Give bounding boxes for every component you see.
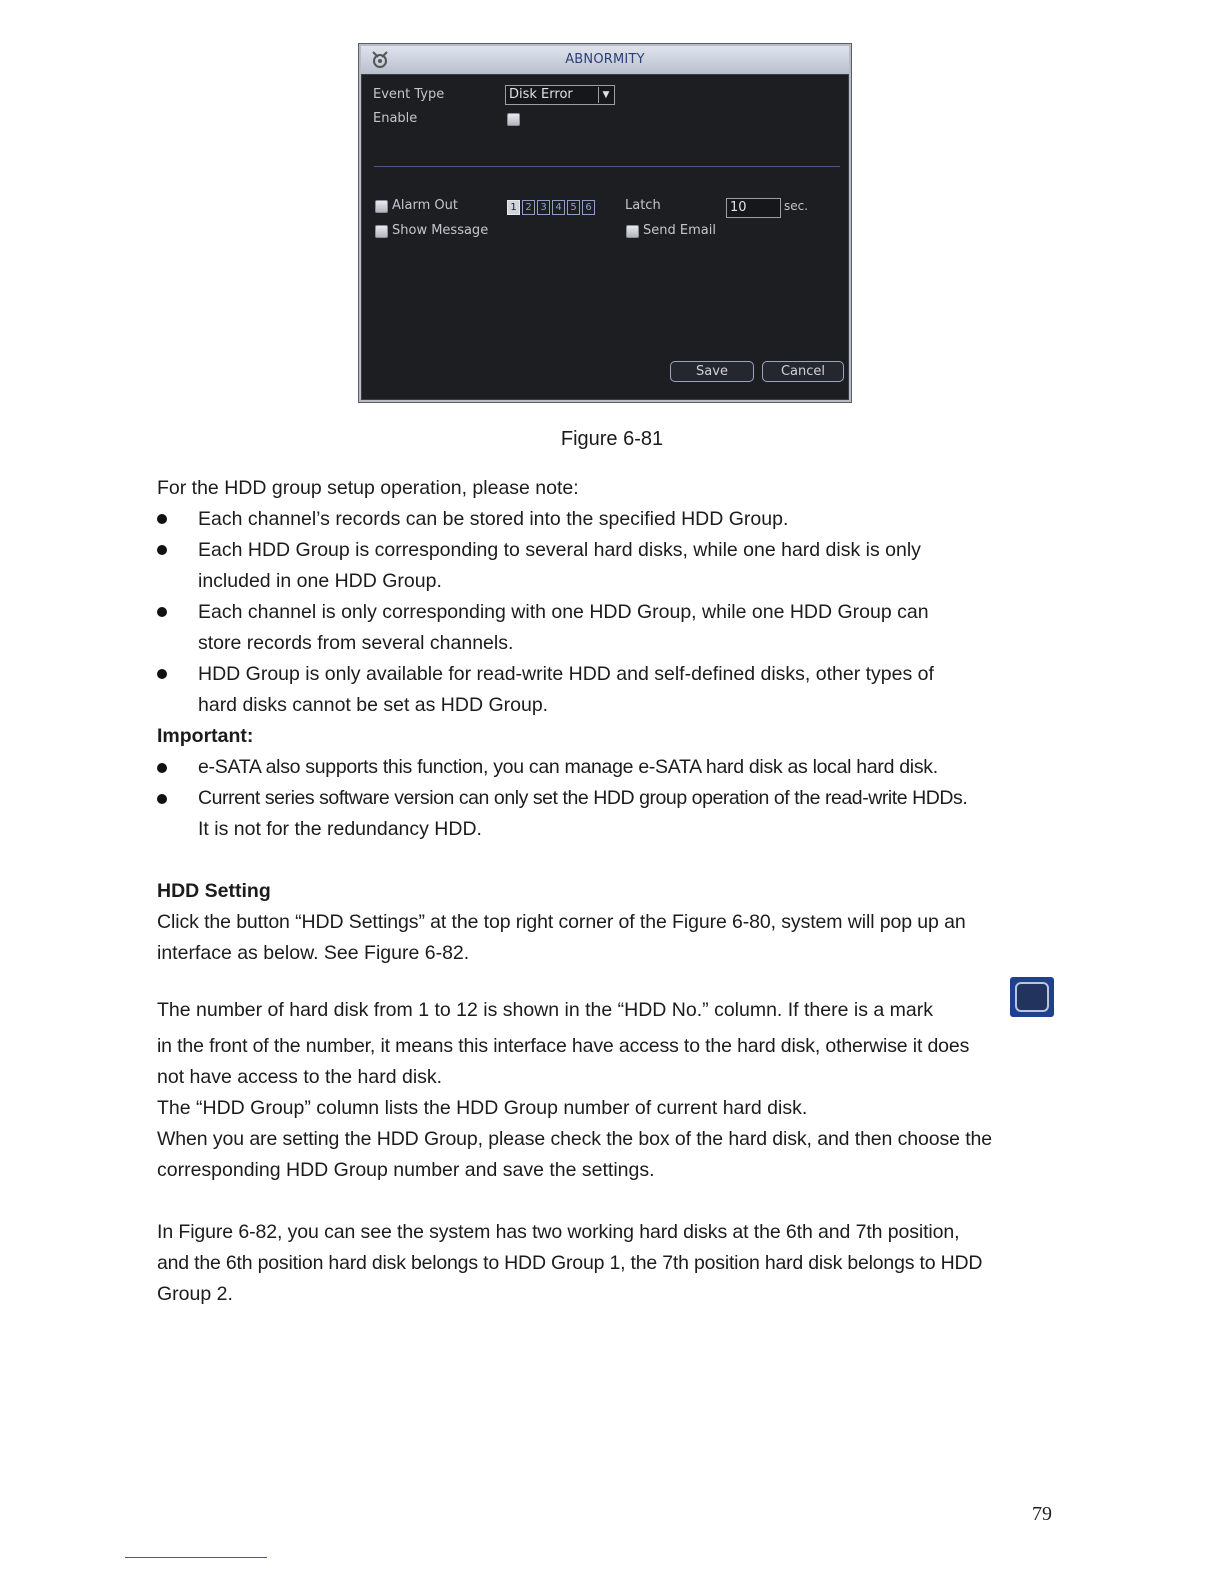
event-type-value: Disk Error (509, 87, 573, 102)
page-number: 79 (1032, 1503, 1052, 1525)
important-heading: Important: (157, 725, 254, 747)
bullet-icon (157, 607, 167, 617)
chevron-down-icon[interactable]: ▼ (598, 87, 613, 103)
latch-input[interactable]: 10 (726, 198, 781, 218)
bullet-icon (157, 545, 167, 555)
note-1: Each channel’s records can be stored into the specified HDD Group. (198, 508, 789, 530)
abnormity-dialog (359, 44, 851, 402)
final-paragraph-line-2: and the 6th position hard disk belongs to HDD Group 1, the 7th position hard disk belongs to HDD (157, 1252, 983, 1274)
alarm-channel-2[interactable]: 2 (522, 200, 535, 215)
alarm-out-checkbox[interactable] (375, 200, 388, 213)
alarm-out-channels (507, 200, 597, 215)
footer-rule (125, 1557, 267, 1558)
figure-caption: Figure 6-81 (560, 428, 664, 450)
cancel-button[interactable]: Cancel (762, 361, 844, 382)
hdd-setting-heading: HDD Setting (157, 880, 271, 902)
mark-paragraph-line-1: The number of hard disk from 1 to 12 is shown in the “HDD No.” column. If there is a mark (157, 999, 933, 1021)
enable-label: Enable (373, 111, 418, 126)
hdd-setting-line-2: interface as below. See Figure 6-82. (157, 942, 470, 964)
bullet-icon (157, 514, 167, 524)
mark-paragraph-line-5: When you are setting the HDD Group, please check the box of the hard disk, and then choose the (157, 1128, 993, 1150)
latch-unit: sec. (784, 199, 809, 213)
show-message-checkbox[interactable] (375, 225, 388, 238)
dialog-body (361, 74, 849, 400)
send-email-checkbox[interactable] (626, 225, 639, 238)
mark-paragraph-line-2: in the front of the number, it means this interface have access to the hard disk, otherwise it does (157, 1035, 970, 1057)
note-2-line-2: included in one HDD Group. (198, 570, 442, 592)
show-message-label: Show Message (392, 223, 489, 238)
send-email-label: Send Email (643, 223, 716, 238)
note-4-line-1: HDD Group is only available for read-write HDD and self-defined disks, other types of (198, 663, 934, 685)
intro-text: For the HDD group setup operation, please note: (157, 477, 579, 499)
latch-label: Latch (625, 198, 661, 213)
save-button[interactable]: Save (670, 361, 754, 382)
bullet-icon (157, 763, 167, 773)
final-paragraph-line-1: In Figure 6-82, you can see the system has two working hard disks at the 6th and 7th position, (157, 1221, 960, 1243)
alarm-out-label: Alarm Out (392, 198, 458, 213)
note-4-line-2: hard disks cannot be set as HDD Group. (198, 694, 549, 716)
alarm-channel-3[interactable]: 3 (537, 200, 550, 215)
alarm-channel-1[interactable]: 1 (507, 200, 520, 215)
important-2-line-1: Current series software version can only set the HDD group operation of the read-write HDDs. (198, 787, 968, 809)
mark-paragraph-line-6: corresponding HDD Group number and save the settings. (157, 1159, 655, 1181)
bullet-icon (157, 794, 167, 804)
alarm-channel-4[interactable]: 4 (552, 200, 565, 215)
important-2-line-2: It is not for the redundancy HDD. (198, 818, 482, 840)
note-2-line-1: Each HDD Group is corresponding to several hard disks, while one hard disk is only (198, 539, 921, 561)
event-type-label: Event Type (373, 87, 445, 102)
hdd-setting-line-1: Click the button “HDD Settings” at the top right corner of the Figure 6-80, system will pop up an (157, 911, 966, 933)
event-type-select[interactable] (505, 85, 615, 105)
checkbox-mark-icon (1010, 977, 1054, 1017)
final-paragraph-line-3: Group 2. (157, 1283, 233, 1305)
alarm-channel-6[interactable]: 6 (582, 200, 595, 215)
alarm-channel-5[interactable]: 5 (567, 200, 580, 215)
bullet-icon (157, 669, 167, 679)
enable-checkbox[interactable] (507, 113, 520, 126)
mark-paragraph-line-4: The “HDD Group” column lists the HDD Group number of current hard disk. (157, 1097, 808, 1119)
dialog-titlebar (361, 46, 849, 75)
important-1: e-SATA also supports this function, you can manage e-SATA hard disk as local hard disk. (198, 756, 938, 778)
dialog-title: ABNORMITY (565, 52, 645, 67)
mark-paragraph-line-3: not have access to the hard disk. (157, 1066, 443, 1088)
note-3-line-1: Each channel is only corresponding with one HDD Group, while one HDD Group can (198, 601, 929, 623)
note-3-line-2: store records from several channels. (198, 632, 514, 654)
section-divider (374, 166, 840, 167)
